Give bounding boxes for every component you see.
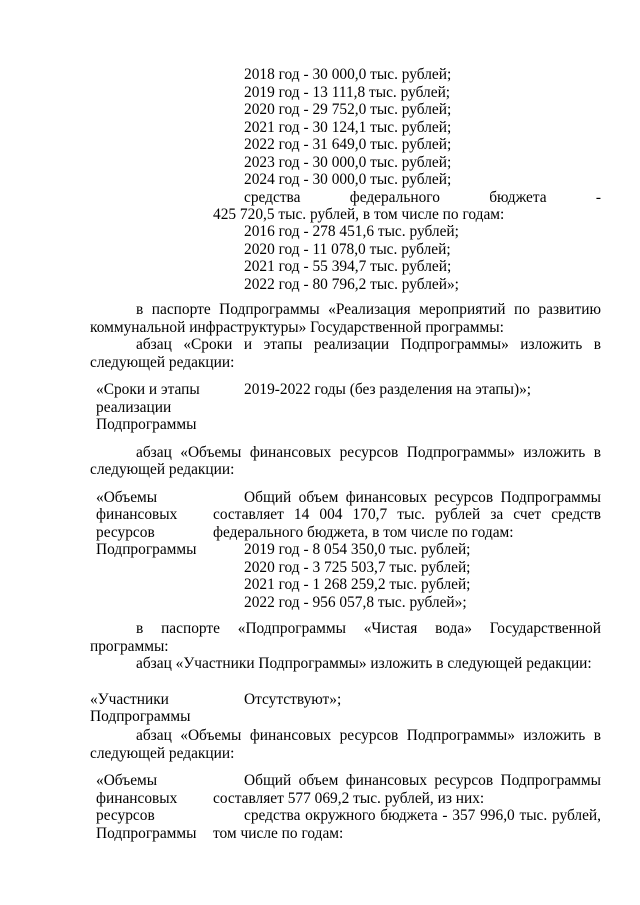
text-line-l25: Общий объем финансовых ресурсов Подпрограммы [244, 489, 601, 506]
text-line-l29: федерального бюджета, в том числе по годам: [213, 524, 514, 541]
text-line-l24: «Объемы [96, 489, 158, 506]
text-line-l16: абзац «Сроки и этапы реализации Подпрограммы» изложить в [136, 336, 601, 353]
text-line-l21: Подпрограммы [96, 416, 197, 433]
text-line-l47: ресурсов [96, 807, 155, 824]
text-line-l19: 2019-2022 годы (без разделения на этапы)»; [244, 381, 532, 398]
text-line-l1: 2018 год - 30 000,0 тыс. рублей; [244, 66, 452, 83]
text-line-l23: следующей редакции: [90, 461, 235, 478]
text-line-l32: 2020 год - 3 725 503,7 тыс. рублей; [244, 559, 471, 576]
text-line-l48: средства окружного бюджета - 357 996,0 тыс. рублей, [244, 807, 601, 824]
text-line-l22: абзац «Объемы финансовых ресурсов Подпрограммы» изложить в [136, 444, 601, 461]
text-line-l4: 2021 год - 30 124,1 тыс. рублей; [244, 119, 452, 136]
text-line-l30: Подпрограммы [96, 541, 197, 558]
text-line-l28: ресурсов [96, 524, 155, 541]
text-line-l5: 2022 год - 31 649,0 тыс. рублей; [244, 136, 452, 153]
text-line-l14: в паспорте Подпрограммы «Реализация мероприятий по развитию [136, 301, 601, 318]
text-line-l11: 2020 год - 11 078,0 тыс. рублей; [244, 241, 451, 258]
text-line-l9: 425 720,5 тыс. рублей, в том числе по годам: [213, 206, 505, 223]
text-line-l45: финансовых [96, 790, 178, 807]
text-line-l18: «Сроки и этапы [96, 381, 200, 398]
text-line-l37: абзац «Участники Подпрограммы» изложить в следующей редакции: [136, 655, 592, 672]
text-line-l50: том числе по годам: [213, 825, 344, 842]
text-line-l15: коммунальной инфраструктуры» Государственной программы: [90, 319, 504, 336]
text-line-l8: средства федерального бюджета - [244, 189, 601, 206]
text-line-l3: 2020 год - 29 752,0 тыс. рублей; [244, 101, 452, 118]
text-line-l35: в паспорте «Подпрограммы «Чистая вода» Государственной [136, 620, 601, 637]
text-line-l31: 2019 год - 8 054 350,0 тыс. рублей; [244, 541, 471, 558]
text-line-l13: 2022 год - 80 796,2 тыс. рублей»; [244, 276, 459, 293]
text-line-l49: Подпрограммы [96, 825, 197, 842]
text-line-l12: 2021 год - 55 394,7 тыс. рублей; [244, 258, 452, 275]
text-line-l17: следующей редакции: [90, 354, 235, 371]
text-line-l44: Общий объем финансовых ресурсов Подпрограммы [244, 772, 601, 789]
text-line-l41: абзац «Объемы финансовых ресурсов Подпрограммы» изложить в [136, 727, 601, 744]
text-line-l20: реализации [96, 399, 172, 416]
text-line-l2: 2019 год - 13 111,8 тыс. рублей; [244, 84, 451, 101]
text-line-l39: Отсутствуют»; [244, 691, 342, 708]
text-line-l10: 2016 год - 278 451,6 тыс. рублей; [244, 223, 459, 240]
text-line-l43: «Объемы [96, 772, 158, 789]
text-line-l40: Подпрограммы [90, 708, 191, 725]
text-line-l27: составляет 14 004 170,7 тыс. рублей за счет средств [213, 506, 601, 523]
text-line-l6: 2023 год - 30 000,0 тыс. рублей; [244, 154, 452, 171]
text-line-l7: 2024 год - 30 000,0 тыс. рублей; [244, 171, 452, 188]
text-line-l33: 2021 год - 1 268 259,2 тыс. рублей; [244, 576, 471, 593]
text-line-l42: следующей редакции: [90, 745, 235, 762]
text-line-l46: составляет 577 069,2 тыс. рублей, из них: [213, 790, 485, 807]
text-line-l38: «Участники [90, 691, 169, 708]
text-line-l26: финансовых [96, 506, 178, 523]
text-line-l36: программы: [90, 638, 169, 655]
text-line-l34: 2022 год - 956 057,8 тыс. рублей»; [244, 594, 467, 611]
